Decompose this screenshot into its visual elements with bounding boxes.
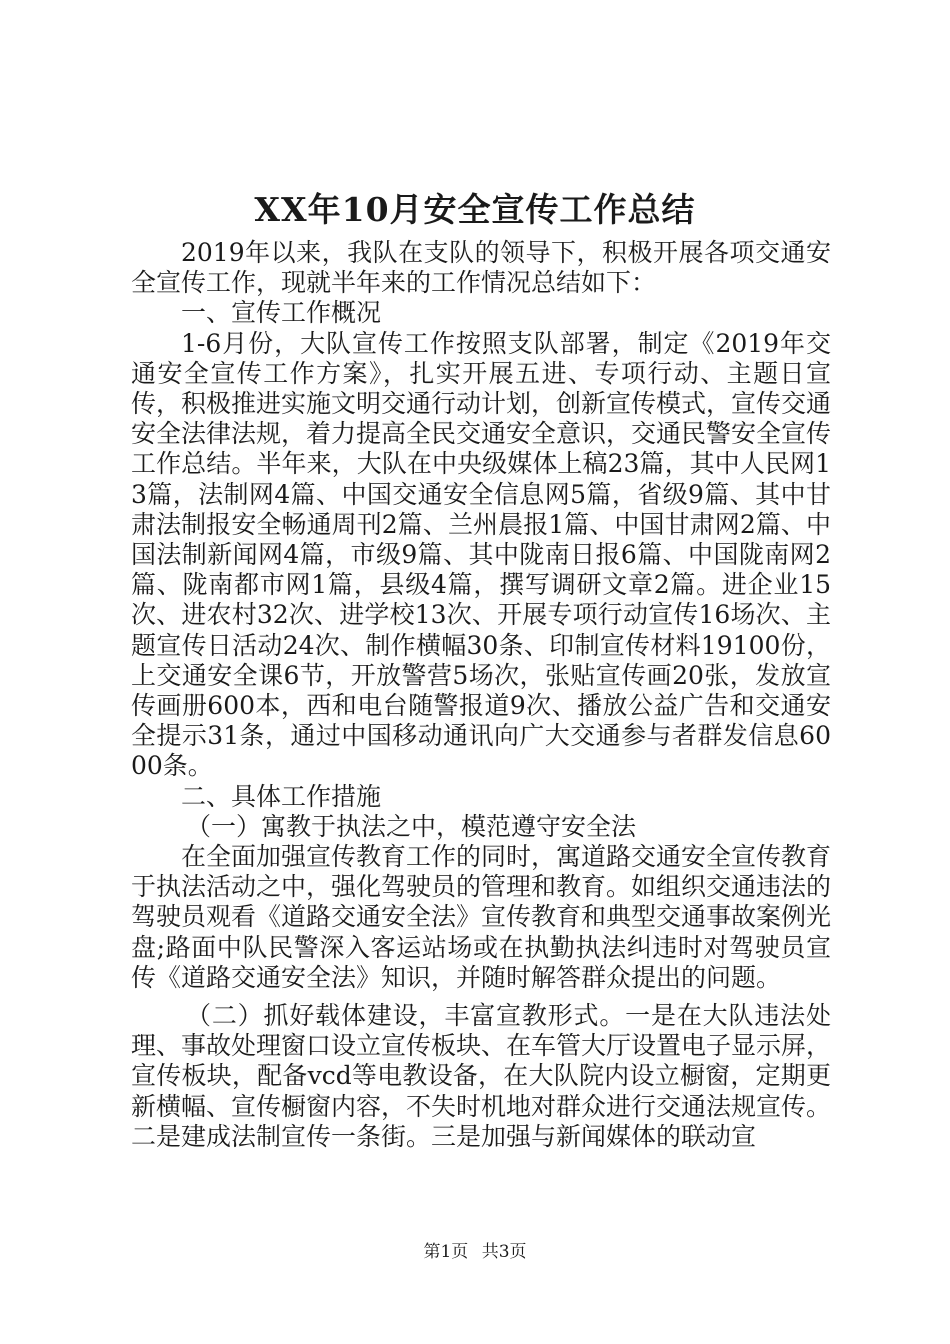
page-number: 第1页 <box>423 1242 469 1262</box>
page-footer <box>0 1240 950 1264</box>
document-title: XX年10月安全宣传工作总结 <box>254 190 696 229</box>
intro-paragraph: 2019年以来，我队在支队的领导下，积极开展各项交通安全宣传工作，现就半年来的工作情况总结如下： <box>131 238 831 298</box>
section-heading-overview: 一、宣传工作概况 <box>181 298 382 328</box>
page-total: 共3页 <box>481 1242 527 1262</box>
measures-paragraph-1: 在全面加强宣传教育工作的同时，寓道路交通安全宣传教育于执法活动之中，强化驾驶员的管理和教育。如组织交通违法的驾驶员观看《道路交通安全法》宣传教育和典型交通事故案例光盘;路面中队民警深入客运站场或在执勤执法纠违时对驾驶员宣传《道路交通安全法》知识，并随时解答群众提出的问题。 <box>131 842 832 992</box>
measures-paragraph-2: （二）抓好载体建设，丰富宣教形式。一是在大队违法处理、事故处理窗口设立宣传板块、在车管大厅设置电子显示屏，宣传板块，配备vcd等电教设备，在大队院内设立橱窗，定期更新横幅、宣传橱窗内容，不失时机地对群众进行交通法规宣传。二是建成法制宣传一条街。三是加强与新闻媒体的联动宣 <box>131 1001 832 1151</box>
subsection-heading-1: （一）寓教于执法之中，模范遵守安全法 <box>186 811 637 841</box>
section-heading-measures: 二、具体工作措施 <box>181 781 382 811</box>
overview-paragraph: 1-6月份，大队宣传工作按照支队部署，制定《2019年交通安全宣传工作方案》，扎实开展五进、专项行动、主题日宣传，积极推进实施文明交通行动计划，创新宣传模式，宣传交通安全法律法规，着力提高全民交通安全意识，交通民警安全宣传工作总结。半年来，大队在中央级媒体上稿23篇，其中人民网13篇，法制网4篇、中国交通安全信息网5篇，省级9篇、其中甘肃法制报安全畅通周刊2篇、兰州晨报1篇、中国甘肃网2篇、中国法制新闻网4篇，市级9篇、其中陇南日报6篇、中国陇南网2篇、陇南都市网1篇，县级4篇，撰写调研文章2篇。进企业15次、进农村32次、进学校13次、开展专项行动宣传16场次、主题宣传日活动24次、制作横幅30条、印制宣传材料19100份，上交通安全课6节，开放警营5场次，张贴宣传画20张，发放宣传画册600本，西和电台随警报道9次、播放公益广告和交通安全提示31条，通过中国移动通讯向广大交通参与者群发信息6000条。 <box>131 328 832 781</box>
document-body <box>131 238 831 1152</box>
